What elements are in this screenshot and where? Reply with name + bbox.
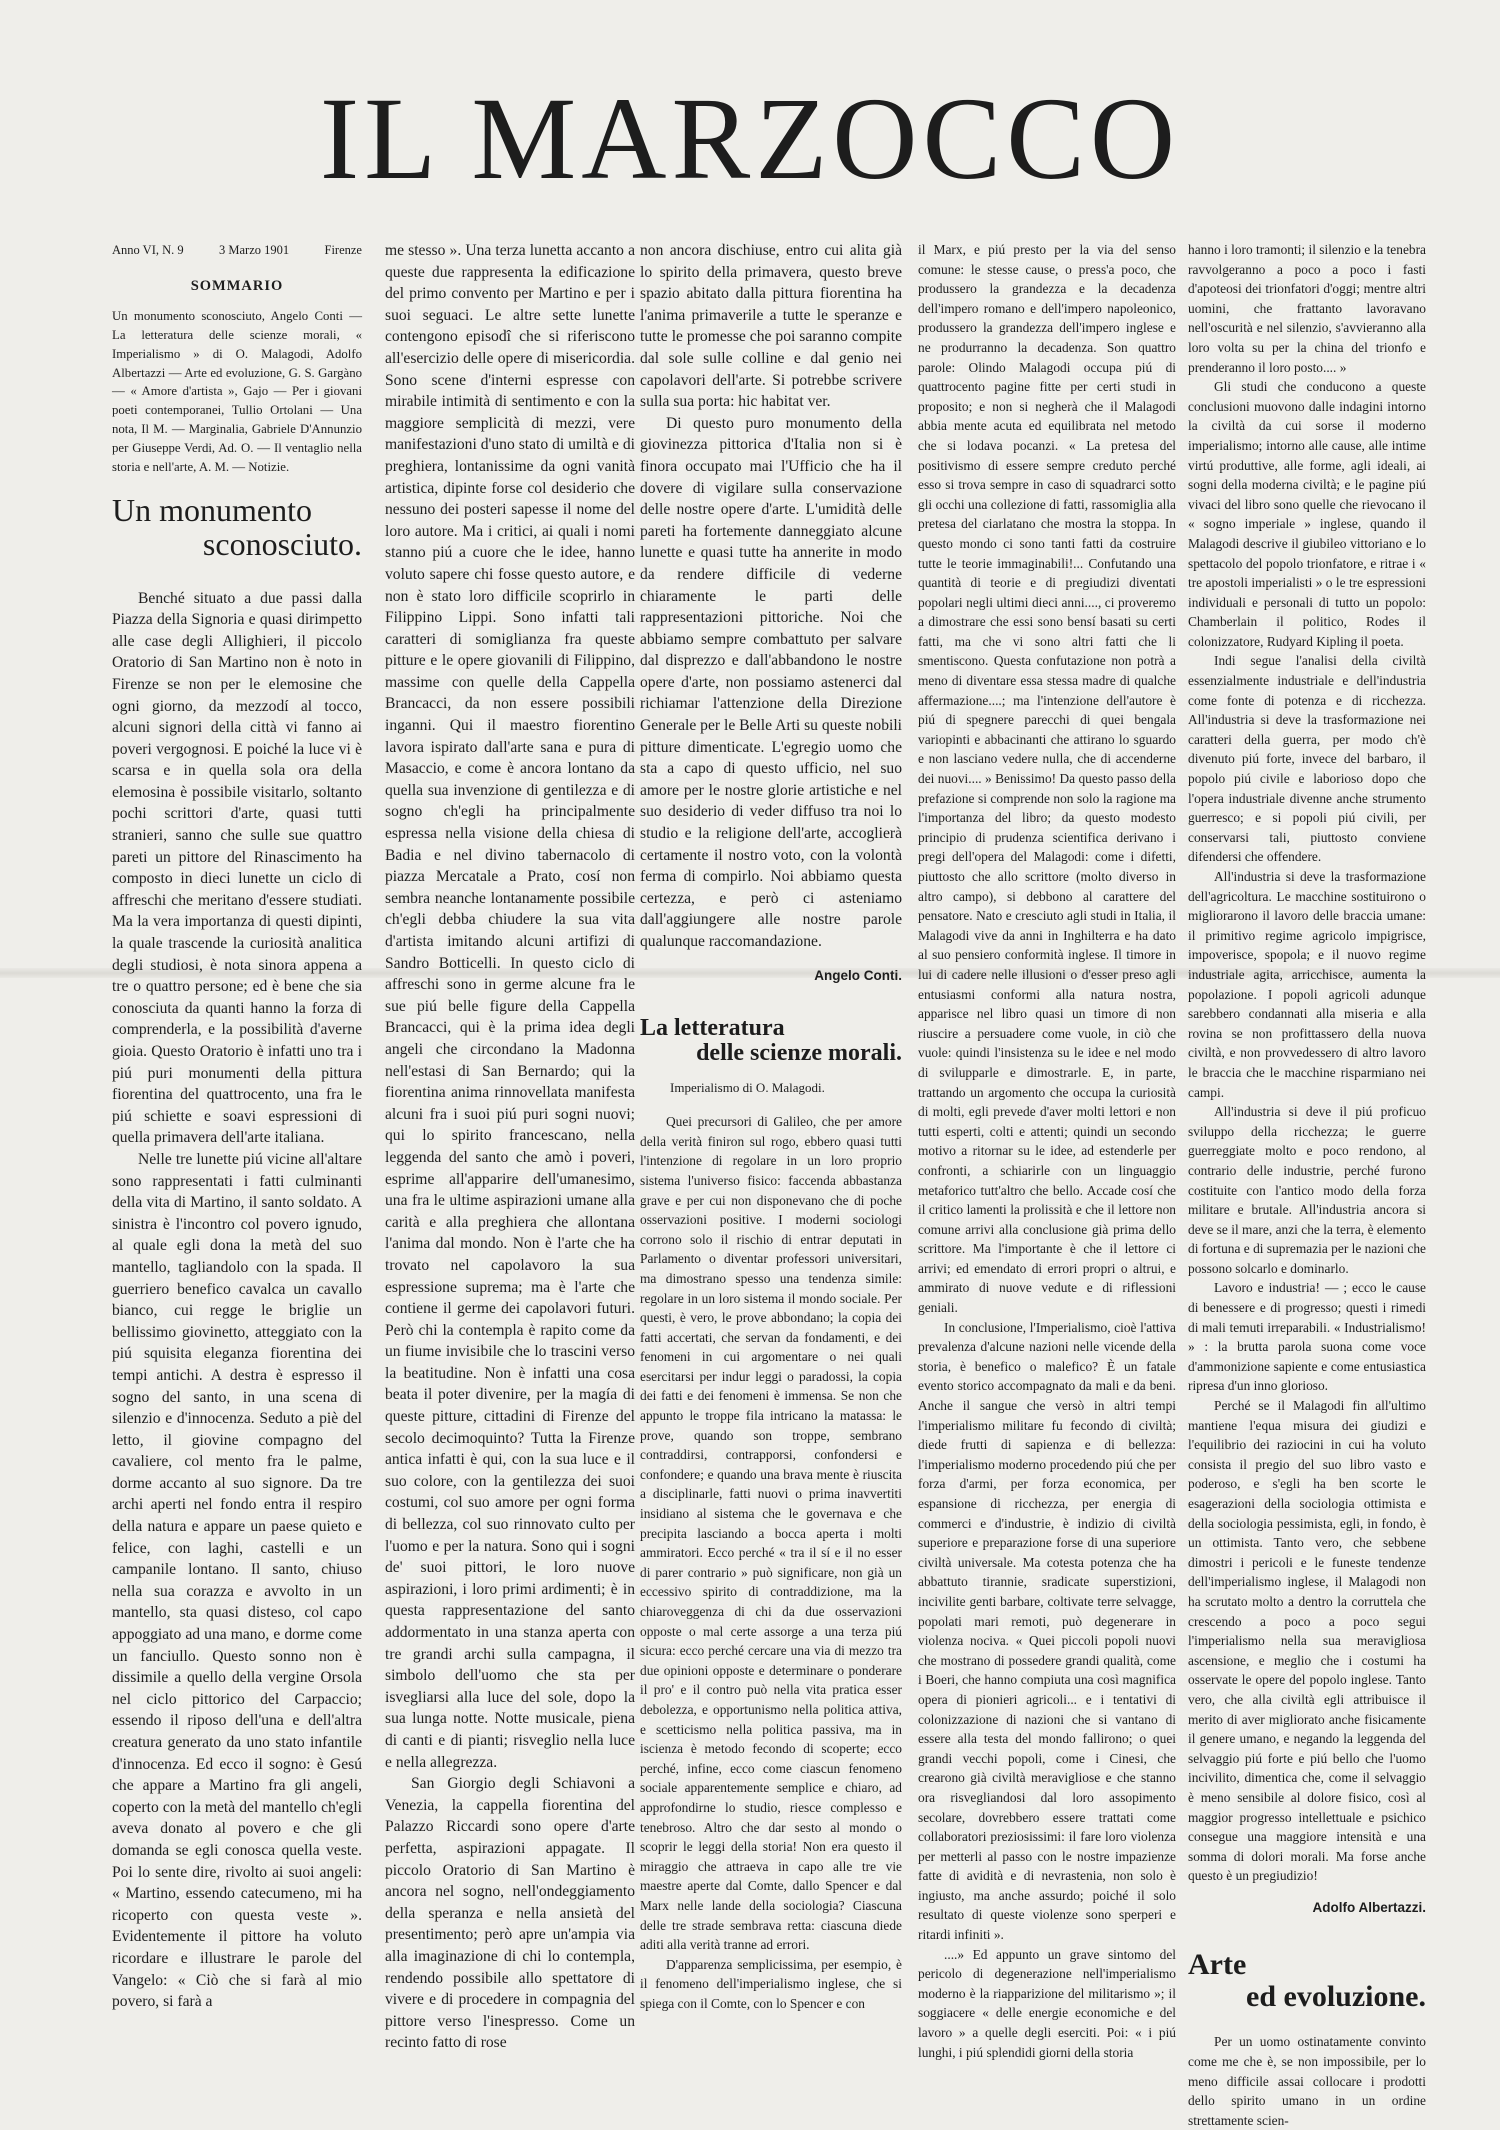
title-line-1: La letteratura <box>640 1015 785 1042</box>
signature-albertazzi: Adolfo Albertazzi. <box>1312 1899 1426 1915</box>
issue-place: Firenze <box>324 243 362 257</box>
column-4 <box>918 240 1176 2060</box>
paragraph: me stesso ». Una terza lunetta accanto a queste due rappresenta la edificazione del primo convento per Martino e per i suoi seguaci. Le altre sette lunette contengono episodî che si riferiscono all'esercizio delle opere di misericordia. Sono scene d'interni espresse con mirabile intimità di sentimento e con la maggiore semplicità di mezzi, vere manifestazioni d'uno stato di umiltà e di preghiera, lontanissime da ogni vanità artistica, dipinte forse col desiderio che nessuno dei posteri sapesse il nome del loro autore. Ma i critici, ai quali i nomi stanno piú a cuore che le idee, hanno voluto sapere chi fosse questo autore, e non è stato loro difficile scoprirlo in Filippino Lippi. Sono infatti tali caratteri di somiglianza fra queste pitture e le opere giovanili di Filippino, massime con quelle della Cappella Brancacci, da non essere possibili inganni. Qui il maestro fiorentino lavora ispirato dall'arte sana e pura di Masaccio, e come è ancora lontano da quella sua invenzione di gentilezza e di sogno ch'egli ha principalmente espressa nella visione della chiesa di Badia e nel divino tabernacolo di piazza Mercatale a Prato, cosí non sembra neanche lontanamente possibile ch'egli debba chiudere la sua vita d'artista imitando alcuni artifizi di Sandro Botticelli. In questo ciclo di affreschi sono in germe alcune fra le sue piú belle figure della Cappella Brancacci, qui è la prima idea degli angeli che circondano la Madonna nell'estasi di San Bernardo; qui la fiorentina anima rinnovellata manifesta alcuni fra i suoi piú puri sogni nuovi; qui lo spirito francescano, nella leggenda del santo che amò i poveri, esprime all'apparire dell'umanesimo, una fra le ultime aspirazioni umane alla carità e alla preghiera che allontana l'anima dal mondo. Non è l'arte che ha trovato nel capolavoro la sua espressione suprema; ma è l'arte che contiene il germe dei capolavori futuri. Però chi la contempla è rapito come da un fiume invisibile che lo trascini verso la beatitudine. Non è infatti una cosa beata il poter divenire, per la magía di queste pitture, cittadini di Firenze del secolo decimoquinto? Tutta la Firenze antica infatti è qui, con la sua luce e il suo colore, con la gentilezza dei suoi costumi, col suo amore per ogni forma di bellezza, col suo rinnovato culto per l'uomo e per la natura. Sono qui i sogni de' suoi pittori, le loro nuove aspirazioni, i loro primi ardimenti; è in questa rappresentazione del santo addormentato in una stanza aperta con tre grandi archi sulla campagna, il simbolo dell'uomo che sta per isvegliarsi alla luce del sole, dopo la sua lunga notte. Notte musicale, piena di canti e di pianti; risveglio nella luce e nella allegrezza. <box>385 242 635 1771</box>
title-line-1: Un monumento <box>112 492 312 529</box>
issue-date: 3 Marzo 1901 <box>219 243 290 257</box>
summary-title: SOMMARIO <box>190 277 284 294</box>
paragraph: hanno i loro tramonti; il silenzio e la tenebra ravvolgeranno a poco a poco i fasti d'apoteosi dei trionfatori d'oggi; mentre altri uomini, che frattanto lavoravano nell'oscurità e nel silenzio, s'avvieranno alla loro volta su per la china del trionfo e prenderanno il loro posto.... » <box>1188 242 1426 375</box>
article-title-monumento <box>112 494 362 561</box>
paragraph: San Giorgio degli Schiavoni a Venezia, la cappella fiorentina del Palazzo Riccardi sono opere d'arte perfetta, aspirazioni appagate. Il piccolo Oratorio di San Martino è ancora nel sogno, nell'ondeggiamento della speranza e nella ansietà del presentimento; però apre un'ampia via alla imaginazione di chi lo contempla, rendendo possibile allo spettatore di vivere e di procedere in compagnia del pittore verso l'inespresso. Come un recinto fatto di rose <box>385 1775 635 2052</box>
masthead-title: IL MARZOCCO <box>319 73 1181 204</box>
byline: Imperialismo di O. Malagodi. <box>670 1079 825 1095</box>
column-1 <box>112 240 362 2011</box>
paragraph: il Marx, e piú presto per la via del senso comune: le stesse cause, o press'a poco, che produssero la grandezza e la decadenza dell'impero romano e dell'impero napoleonico, produssero la grandezza dell'impero inglese e ne produrranno la decadenza. Son quattro parole: Olindo Malagodi occupa piú di quattrocento pagine fitte per certi studi in proposito; e non si negherà che il Malagodi abbia mente acuta ed equilibrata nel metodo che si lodava pocanzi. « La pretesa del positivismo di essere sempre creduto perché esso si trova sempre in caso di squadrarci sotto gli occhi una collezione di fatti, rassomiglia alla pretesa del ciarlatano che mostra la stoppa. In questo mondo ci sono tanti fatti da costruire tutte le teorie immaginabili!... Confutando una quantità di teorie e di pregiudizi diventati popolari negli ultimi dieci anni...., ci proveremo a dimostrare che essi sono bensí basati su certi fatti, ma che vi sono altri fatti che li smentiscono. Questa confutazione non potrà a meno di diventare essa stessa madre di qualche affermazione....; ma l'intenzione dell'autore è piú di spegnere parecchi di quei bengala variopinti e abbacinanti che attirano lo sguardo e non lasciano vedere nulla, che di accenderne dei nuovi.... » Benissimo! Da questo passo della prefazione si comprende non solo la ragione ma l'importanza del libro; da questo modesto principio di prudenza scientifica derivano i pregi dell'opera del Malagodi: come i difetti, piuttosto che allo scrittore (molto diverso in altro campo), si debbono al carattere del pensatore. Nato e cresciuto agli studi in Italia, il Malagodi vive da anni in Inghilterra e ha dato al suo pensiero conformità inglese. Il timore in lui di cadere nelle illusioni o d'esser preso agli entusiasmi conformi alla natura nostra, apparisce nel libro quasi un timore di non riuscire a persuadere come vuole, in ciò che vuole: quindi l'insistenza su le idee e nel modo di svilupparle e dimostrarle. E, in parte, trattando un argomento che occupa la curiosità di molti, egli prevede d'aver molti lettori e non tutti esperti, colti e attenti; quindi un secondo motivo a ritornar su le idee, ad estenderle per confronti, a schiarirle con un linguaggio metaforico tutt'altro che bello. Accade cosí che il critico lamenti la prolissità e che il lettore non comune arrivi alla conclusione già prima dello scrittore. Ma l'importante è che il lettore ci arrivi; ed emendato di errori propri o altrui, e ammirato di nuove vedute e di riflessioni geniali. <box>918 242 1176 1316</box>
column-3 <box>640 240 902 2011</box>
paragraph: Quei precursori di Galileo, che per amore della verità finiron sul rogo, ebbero quasi tutti l'intenzione di regolare in un loro proprio sistema l'universo fisico: faccenda abbastanza grave e per cui non disponevano che di poche osservazioni positive. I moderni sociologi corrono solo il rischio di entrar deputati in Parlamento o diventar professori universitari, ma dimostrano spesso una tendenza simile: regolare in un loro sistema il mondo sociale. Per questi, è vero, le prove abbondano; la copia dei fatti accertati, che servan da fondamenti, e dei fenomeni in cui argomentare o nei quali esercitarsi per indur leggi o paradossi, la copia dei fatti e dei fenomeni è immensa. Se non che appunto le troppe fila intricano la matassa: le prove, quando son troppe, sembrano contraddirsi, contrapporsi, confondersi e confondere; e quando una brava mente è riuscita a disciplinarle, fatti nuovi o prima inavvertiti insidiano al sistema che le governava e che precipita lasciando a bocca aperta i molti ammiratori. Ecco perché « tra il sí e il no esser di parer contrario » può significare, non già un eccessivo spirito di contraddizione, ma la chiaroveggenza di chi da due osservazioni opposte o mal certe assorge a una terza piú sicura: ecco perché cercare una via di mezzo tra due opinioni opposte e determinare o ponderare il pro' e il contro può nella vita pratica esser debolezza, e opportunismo nella politica attiva, e scetticismo nella politica passiva, ma in iscienza è metodo fecondo di scoperte; ecco perché, infine, ecco come ciascun fenomeno sociale apparentemente semplice e chiaro, ad approfondirne lo studio, riesce complesso e tenebroso. Altro che dar sesto al mondo o scoprir le leggi della storia! Non era questo il miraggio che attraeva in capo alle tre vie maestre aperte dal Comte, dallo Spencer e dal Marx nelle lande della sociologia? Ciascuna delle tre strade sembrava retta: ciascuna diede aditi alla verità tranne ad errori. <box>640 1114 902 1953</box>
paragraph: All'industria si deve il piú proficuo sviluppo della ricchezza; le guerre guerreggiate molto e poco rendono, al contrario delle industrie, perché furono costituite con l'antico modo della forza militare e brutale. All'industria ancora si deve se il mare, anzi che la terra, è elemento di fortuna e di supremazia per le nazioni che possono solcarlo e dominarlo. <box>1188 1104 1426 1276</box>
issue-number: Anno VI, N. 9 <box>112 243 184 257</box>
paragraph: non ancora dischiuse, entro cui alita già lo spirito della primavera, questo breve spazio abitato dalla pittura fiorentina ha l'anima primaverile a tutte le speranze e tutte le promesse che poi saranno compite dal sole sulle colline e dal genio nei capolavori dell'arte. Si potrebbe scrivere sulla sua porta: hic habitat ver. <box>640 242 902 411</box>
paragraph: In conclusione, l'Imperialismo, cioè l'attiva prevalenza d'alcune nazioni nelle vicende della storia, è benefico o malefico? È un fatale evento storico accompagnato da mali e da beni. Anche il sangue che versò in altri tempi l'imperialismo militare fu fecondo di civiltà; diede frutti di sapienza e di bellezza: l'imperialismo moderno procedendo piú che per forza d'armi, per forza economica, per espansione di ricchezza, per energia di commerci e d'industrie, è indizio di civiltà superiore e preparazione forse di una superiore civiltà universale. Ma cotesta potenza che ha abbattuto tirannie, sradicate superstizioni, incivilite genti barbare, coltivate terre selvagge, popolati mari remoti, può degenerare in violenza nociva. « Quei piccoli popoli nuovi che mostrano di possedere grandi qualità, come i Boeri, che hanno compiuta una così magnifica opera di pionieri agricoli... e i tentativi di colonizzazione di nazioni che si vantano di essere alla testa del mondo fallirono; o quei grandi vecchi popoli, come i Cinesi, che crearono già civiltà meravigliose e che stanno ora risvegliandosi dal loro assopimento secolare, dovrebbero essere trattati come collaboratori preziosissimi: il fare loro violenza per metterli al passo con le nostre impazienze fatte di avidità e di nevrastenia, non solo è ingiusto, ma anche assurdo; poiché il solo resultato di queste violenze sono sperperi e ritardi infiniti ». <box>918 1319 1176 1943</box>
paragraph: ....» Ed appunto un grave sintomo del pericolo di degenerazione nell'imperialismo moderno è la riapparizione del militarismo »; il soggiacere « delle energie economiche e del lavoro » a quelle degli eserciti. Poi: « i piú lunghi, i piú splendidi giorni della storia <box>918 1946 1176 2060</box>
paragraph: Benché situato a due passi dalla Piazza della Signoria e quasi dirimpetto alle case degli Allighieri, il piccolo Oratorio di San Martino non è noto in Firenze se non per le elemosine che ogni giorno, da mezzodí al tocco, alcuni signori della città vi fanno ai poveri vergognosi. E poiché la luce vi è scarsa e in quella sola ora della elemosina è possibile visitarlo, soltanto pochi scrittori d'arte, quasi tutti stranieri, sanno che sulle sue quattro pareti un pittore del Rinascimento ha composto in dieci lunette un ciclo di affreschi che meritano d'essere studiati. Ma la vera importanza di questi dipinti, la quale trascende la curiosità analitica degli studiosi, è nota sinora appena a tre o quattro persone; ed è bene che sia conosciuta da quanti hanno la forza di comprenderla, e la possibilità d'averne gioia. Questo Oratorio è infatti uno tra i piú puri monumenti della pittura fiorentina del quattrocento, una fra le piú schiette e soavi espressioni di quella primavera dell'arte italiana. <box>112 589 362 1147</box>
title-line-1: Arte <box>1188 1948 1247 1982</box>
title-line-2: ed evoluzione. <box>1246 1979 1426 2013</box>
issue-line <box>112 240 362 262</box>
paragraph: All'industria si deve la trasformazione dell'agricoltura. Le macchine sostituirono o migliorarono il lavoro delle braccia umane: il primitivo regime agricolo impigrisce, impoverisce, spopola; e il nuovo regime industriale agita, arricchisce, aumenta la popolazione. I popoli agricoli adunque sarebbero condannati alla miseria e alla rovina se non profittassero della nuova civiltà, e non provvedessero di altro lavoro le braccia che le macchine risparmiano nei campi. <box>1188 869 1426 1100</box>
paragraph: D'apparenza semplicissima, per esempio, è il fenomeno dell'imperialismo inglese, che si spiega con il Comte, con lo Spencer e con <box>640 1956 902 2011</box>
paragraph: Lavoro e industria! — ; ecco le cause di benessere e di progresso; questi i rimedi di mali temuti irreparabili. « Industrialismo! » : la brutta parola suona come voce d'ammonizione sapiente e come entusiastica ripresa d'un inno glorioso. <box>1188 1280 1426 1394</box>
title-line-2: sconosciuto. <box>202 525 362 562</box>
article-title-arte <box>1188 1949 1426 2012</box>
small-text-block <box>640 1112 902 2013</box>
paragraph: Indi segue l'analisi della civiltà essenzialmente industriale e dell'industria come fonte di potenza e di ricchezza. All'industria si deve la trasformazione nei caratteri della guerra, per modo ch'è divenuto piú forte, invece del barbaro, il popolo piú civile e laborioso dopo che l'opera industriale divenne anche strumento guerresco; e si popoli piú civili, per conservarsi tali, piuttosto conviene difendersi che offendere. <box>1188 653 1426 865</box>
article-title-letteratura <box>640 1016 902 1066</box>
title-line-2: delle scienze morali. <box>696 1040 902 1067</box>
summary-text: Un monumento sconosciuto, Angelo Conti — La letteratura delle scienze morali, « Imperialismo » di O. Malagodi, Adolfo Albertazzi — Arte ed evoluzione, G. S. Gargàno — « Amore d'artista », Gajo — Per i giovani poeti contemporanei, Tullio Ortolani — Una nota, Il M. — Marginalia, Gabriele D'Annunzio per Giuseppe Verdi, Ad. O. — Il ventaglio nella storia e nell'arte, A. M. — Notizie. <box>112 309 362 474</box>
paragraph: Di questo puro monumento della giovinezza pittorica d'Italia non si è finora occupato mai l'Ufficio che ha il dovere di vigilare sulla conservazione delle nostre opere d'arte. L'umidità delle pareti ha fortemente danneggiato alcune lunette e quasi tutte ha annerite in modo da rendere difficile di vederne chiaramente le parti delle rappresentazioni pittoriche. Noi che abbiamo sempre combattuto per salvare dal disprezzo e dall'abbandono le nostre opere d'arte, non possiamo astenerci dal richiamar l'attenzione della Direzione Generale per le Belle Arti su queste nobili pitture dimenticate. L'egregio uomo che sta a capo di questo ufficio, nel suo amore per le nostre glorie artistiche e nel suo desiderio di veder diffuso tra noi lo studio e la religione dell'arte, accoglierà certamente il nostro voto, con la volontà ferma di compirlo. Noi abbiamo questa certezza, e però ci asteniamo dall'aggiungere alle nostre parole qualunque raccomandazione. <box>640 414 902 950</box>
column-2 <box>385 240 635 2052</box>
paragraph: Nelle tre lunette piú vicine all'altare sono rappresentati i fatti culminanti della vita di Martino, il santo soldato. A sinistra è l'incontro col povero ignudo, al quale egli dona la metà del suo mantello, tagliandolo con la spada. Il guerriero benefico cavalca un cavallo bianco, cui regge le briglie un bellissimo giovinetto, atteggiato con la piú squisita eleganza fiorentina dei tempi antichi. A destra è espresso il sogno del santo, in una scena di silenzio e d'innocenza. Seduto a piè del letto, il giovine compagno del cavaliere, col mento fra le palme, dorme accanto al suo signore. Da tre archi aperti nel fondo entra il respiro della natura e appare un paese quieto e felice, con laghi, castelli e un campanile lontano. Il santo, chiuso nella sua corazza e avvolto in un mantello, sta quasi disteso, col capo appoggiato ad una mano, e dorme come un fanciullo. Questo sonno non è dissimile a quello della vergine Orsola nel ciclo pittorico del Carpaccio; essendo il riposo dell'una e dell'altra creatura generato da uno stato infantile d'innocenza. Ed ecco il sogno: è Gesú che appare a Martino fra gli angeli, coperto con la metà del mantello ch'egli aveva donato al povero e che gli domanda se egli conosca quella veste. Poi lo sente dire, rivolto ai suoi angeli: « Martino, essendo catecumeno, mi ha ricoperto con questa veste ». Evidentemente il pittore ha voluto ricordare e illustrare le parole del Vangelo: « Ciò che si farà al mio povero, si farà a <box>112 1150 362 2011</box>
paragraph: Perché se il Malagodi fin all'ultimo mantiene l'equa misura dei giudizi e l'equilibrio dei raziocini in cui ha voluto consista il pregio del suo libro vasto e poderoso, e s'egli ha ben scorte le esagerazioni della sociologia ottimista e della sociologia pessimista, egli, in fondo, è un ottimista. Tanto vero, che sebbene dimostri i pericoli e le funeste tendenze dell'imperialismo inglese, il Malagodi non ha scrutato molto a dentro la corruttela che crescendo a poco a poco segui l'imperialismo nella sua meravigliosa ascensione, e meglio che i costumi ha osservate le opere del popolo inglese. Tanto vero, che alla civiltà egli attribuisce il merito di aver migliorato anche fisicamente il genere umano, e negando la leggenda del selvaggio piú forte e piú bello che l'uomo incivilito, dimentica che, come il selvaggio è meno sensibile al dolore fisico, così al maggior progresso intellettuale e psichico consegue una maggiore intensità e una somma di dolori morali. Ma forse anche questo è un pregiudizio! <box>1188 1398 1426 1884</box>
signature-conti: Angelo Conti. <box>814 967 902 983</box>
column-5 <box>1188 240 1426 2128</box>
paragraph: Per un uomo ostinatamente convinto come me che è, se non impossibile, per lo meno difficile assai collocare i prodotti dello spirito umano in un ordine strettamente scien- <box>1188 2034 1426 2128</box>
paragraph: Gli studi che conducono a queste conclusioni muovono dalle indagini intorno la civiltà da cui sorse il moderno imperialismo; intorno alle cause, alle intime virtú produttive, alle forme, agli ideali, ai sogni della moderna civiltà; e le pagine piú vivaci del libro sono quelle che rievocano il « sogno imperiale » inglese, quando il Malagodi descrive il giubileo vittoriano e lo spettacolo del popolo trionfatore, e ritrae i « tre apostoli imperialisti » o le tre espressioni individuali e personali di tutto un popolo: Chamberlain il politico, Rodes il colonizzatore, Rudyard Kipling il poeta. <box>1188 379 1426 649</box>
